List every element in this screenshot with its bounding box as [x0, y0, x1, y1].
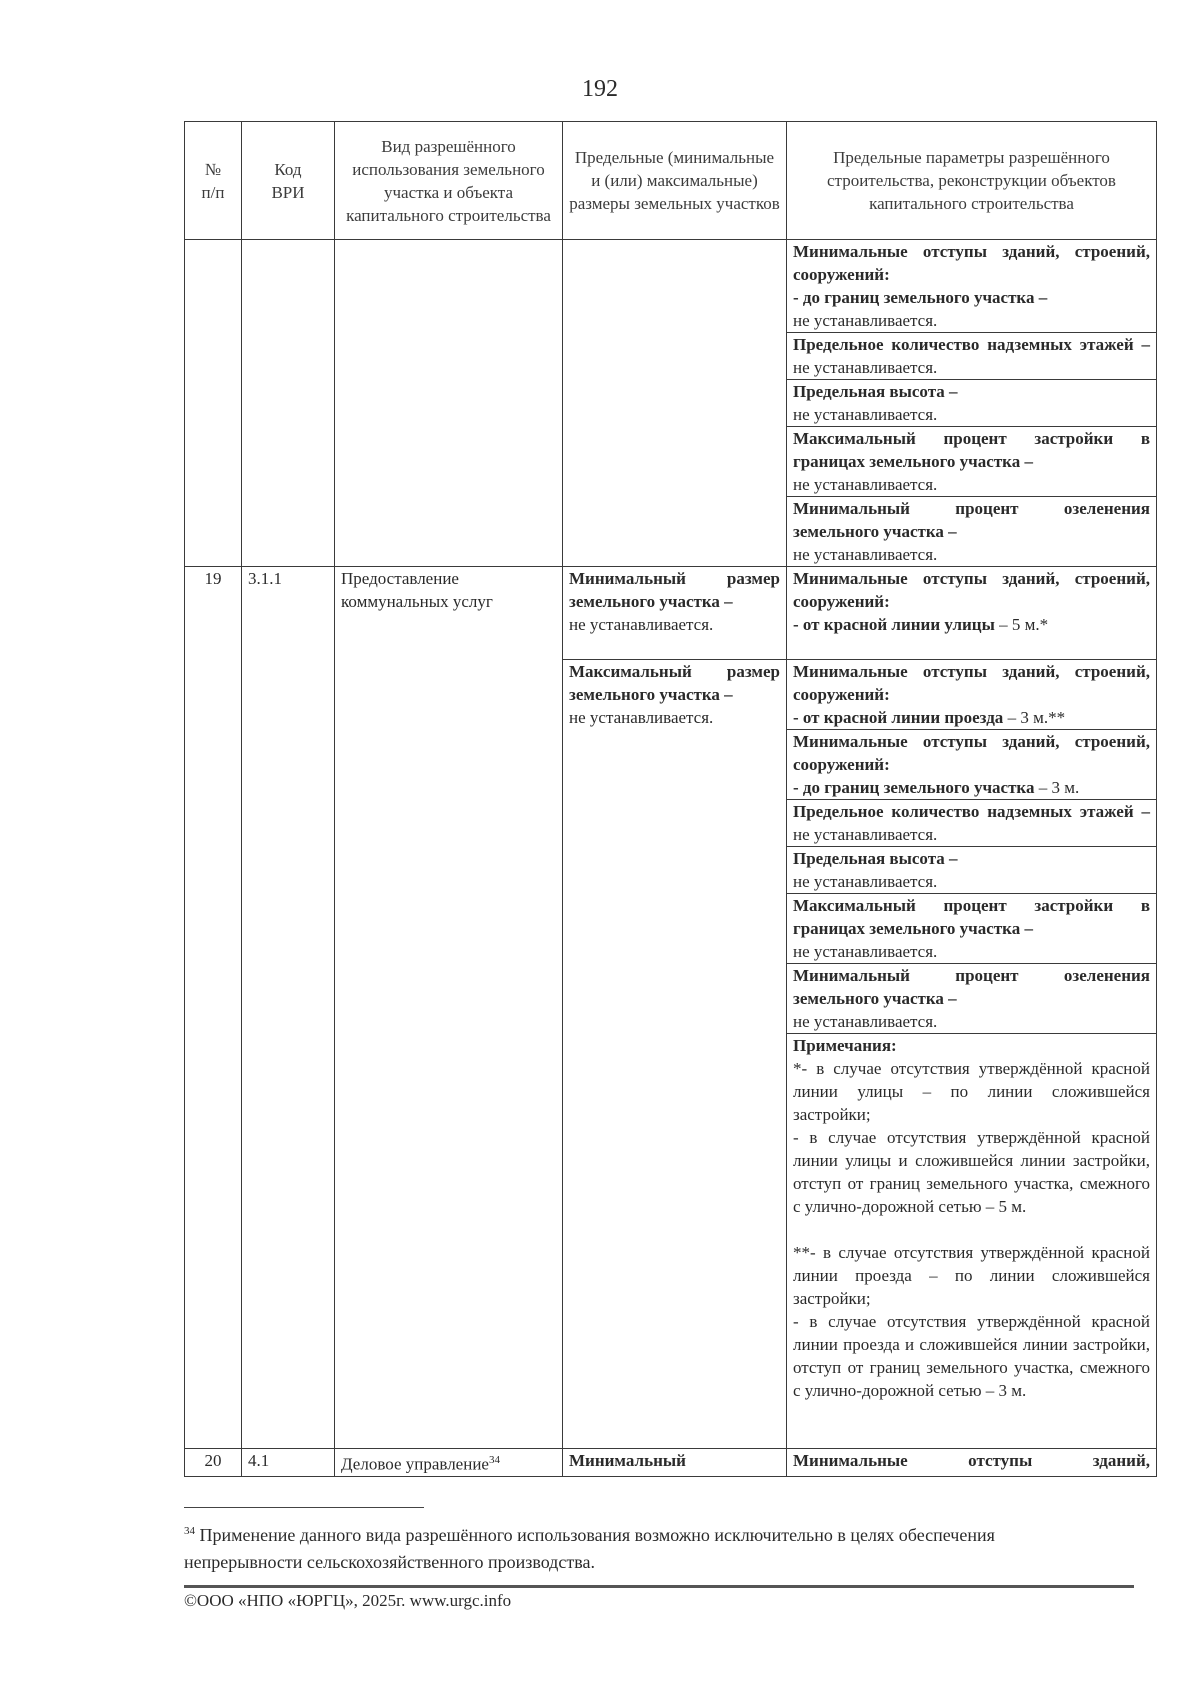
- header-type: Вид разрешённого использования земельного участка и объекта капитального строительства: [335, 122, 563, 240]
- param-text: – 3 м.**: [1003, 708, 1066, 727]
- size-cell: Минимальный: [563, 1449, 787, 1477]
- param-bold: Предельная высота –: [793, 849, 958, 868]
- size-text: не устанавливается.: [569, 615, 714, 634]
- param-cell: [787, 333, 1157, 380]
- param-cell: [787, 894, 1157, 964]
- row-type: [335, 1449, 563, 1477]
- param-bold: - до границ земельного участка: [793, 778, 1035, 797]
- param-cell: Минимальные отступы зданий,: [787, 1449, 1157, 1477]
- param-cell: [787, 427, 1157, 497]
- size-cell: [563, 567, 787, 660]
- param-text: не устанавливается.: [793, 545, 938, 564]
- param-bold: Предельное количество надземных этажей –: [793, 335, 1150, 354]
- notes-title: Примечания:: [793, 1036, 897, 1055]
- param-text: не устанавливается.: [793, 1012, 938, 1031]
- cont-code-cell: [242, 240, 335, 567]
- param-text: не устанавливается.: [793, 825, 938, 844]
- table-row-19: [185, 567, 1157, 660]
- table-row-20: [185, 1449, 1157, 1477]
- size-cell: [563, 660, 787, 1449]
- param-title: Минимальные отступы зданий, строений, сооружений:: [793, 732, 1150, 774]
- param-cell: [787, 800, 1157, 847]
- footnote-text: Применение данного вида разрешённого использования возможно исключительно в целях обеспечения непрерывности сельскохозяйственного производства.: [184, 1525, 995, 1572]
- cont-num-cell: [185, 240, 242, 567]
- param-cell: [787, 730, 1157, 800]
- param-cell: [787, 567, 1157, 660]
- param-text: не устанавливается.: [793, 358, 938, 377]
- note-text: **- в случае отсутствия утверждённой красной линии проезда – по линии сложившейся застройки;: [793, 1243, 1150, 1308]
- param-text: не устанавливается.: [793, 872, 938, 891]
- row-type: Предоставление коммунальных услуг: [335, 567, 563, 1449]
- size-bold: Минимальный размер земельного участка –: [569, 569, 780, 611]
- param-text: не устанавливается.: [793, 405, 938, 424]
- page-number: 192: [582, 76, 618, 102]
- param-cell: [787, 660, 1157, 730]
- header-code: Код ВРИ: [242, 122, 335, 240]
- size-bold: Максимальный размер земельного участка –: [569, 662, 780, 704]
- table-header-row: [185, 122, 1157, 240]
- footnote-mark: 34: [184, 1525, 195, 1537]
- param-cell: [787, 497, 1157, 567]
- footer-separator: [184, 1585, 1134, 1588]
- param-bold: Минимальный процент озеленения земельного участка –: [793, 499, 1150, 541]
- header-sizes: Предельные (минимальные и (или) максимальные) размеры земельных участков: [563, 122, 787, 240]
- row-type-text: Деловое управление: [341, 1454, 489, 1474]
- param-text: не устанавливается.: [793, 942, 938, 961]
- footer: ©ООО «НПО «ЮРГЦ», 2025г. www.urgc.info: [184, 1591, 512, 1610]
- param-text: – 5 м.*: [994, 615, 1049, 634]
- param-cell: [787, 847, 1157, 894]
- param-title: Минимальные отступы зданий, строений, сооружений:: [793, 242, 1150, 284]
- table-row: [185, 240, 1157, 333]
- param-cell: [787, 380, 1157, 427]
- header-params: Предельные параметры разрешённого строительства, реконструкции объектов капитального строительства: [787, 122, 1157, 240]
- row-code: 4.1: [242, 1449, 335, 1477]
- param-cell: [787, 240, 1157, 333]
- param-text: – 3 м.: [1034, 778, 1080, 797]
- header-num: № п/п: [185, 122, 242, 240]
- cont-type-cell: [335, 240, 563, 567]
- row-num: 20: [185, 1449, 242, 1477]
- param-text: не устанавливается.: [793, 311, 938, 330]
- param-bold: - от красной линии проезда: [793, 708, 1004, 727]
- row-num: 19: [185, 567, 242, 1449]
- footnote-ref: 34: [488, 1454, 500, 1466]
- footnote: [184, 1518, 1084, 1576]
- param-bold: Максимальный процент застройки в границах земельного участка –: [793, 896, 1150, 938]
- cont-size-cell: [563, 240, 787, 567]
- note-text: *- в случае отсутствия утверждённой красной линии улицы – по линии сложившейся застройки;: [793, 1059, 1150, 1124]
- row-code: 3.1.1: [242, 567, 335, 1449]
- vri-table: [184, 121, 1157, 1477]
- param-bold: Максимальный процент застройки в границах земельного участка –: [793, 429, 1150, 471]
- size-text: не устанавливается.: [569, 708, 714, 727]
- notes-cell: [787, 1034, 1157, 1449]
- param-bold: Предельная высота –: [793, 382, 958, 401]
- param-title: Минимальные отступы зданий, строений, сооружений:: [793, 662, 1150, 704]
- param-bold: Предельное количество надземных этажей –: [793, 802, 1150, 821]
- footnote-separator: [184, 1507, 424, 1508]
- param-bold: Минимальный процент озеленения земельного участка –: [793, 966, 1150, 1008]
- param-text: не устанавливается.: [793, 475, 938, 494]
- note-text: - в случае отсутствия утверждённой красной линии проезда и сложившейся линии застройки, отступ от границ земельного участка, смежного с улично-дорожной сетью – 3 м.: [793, 1312, 1150, 1400]
- param-title: Минимальные отступы зданий, строений, сооружений:: [793, 569, 1150, 611]
- param-bold: - от красной линии улицы: [793, 615, 995, 634]
- param-bold: - до границ земельного участка –: [793, 288, 1048, 307]
- param-cell: [787, 964, 1157, 1034]
- note-text: - в случае отсутствия утверждённой красной линии улицы и сложившейся линии застройки, отступ от границ земельного участка, смежного с улично-дорожной сетью – 5 м.: [793, 1128, 1150, 1216]
